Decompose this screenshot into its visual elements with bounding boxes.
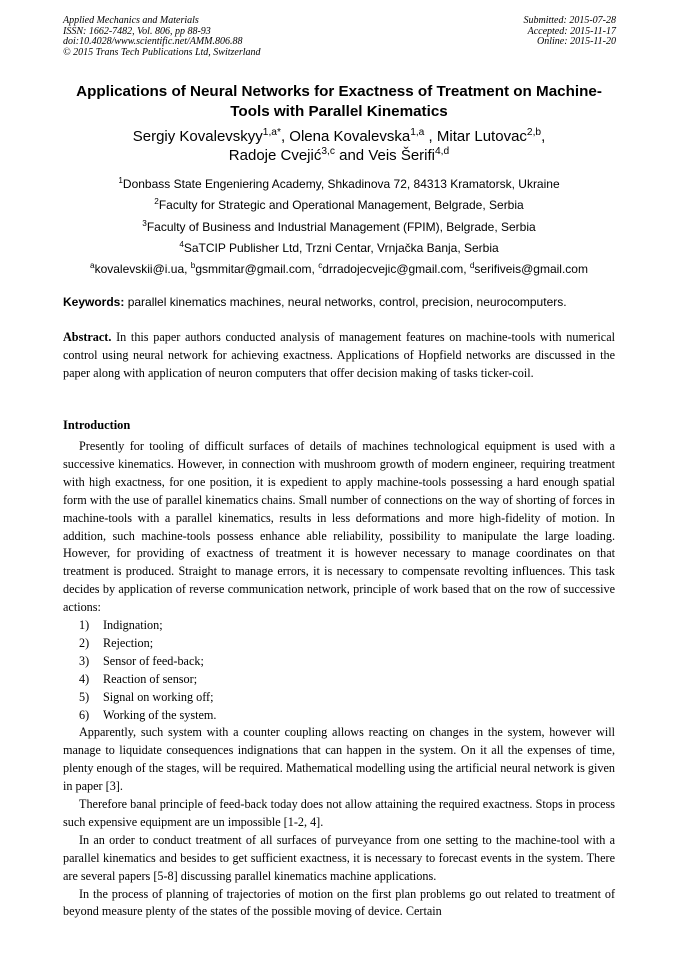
list-item	[63, 707, 615, 725]
affiliation-text: Faculty for Strategic and Operational Management, Belgrade, Serbia	[158, 198, 524, 213]
affiliation	[63, 175, 615, 196]
list-text: Signal on working off;	[103, 689, 214, 704]
email-address[interactable]: kovalevskii@i.ua	[94, 262, 185, 277]
journal-doi: doi:10.4028/www.scientific.net/AMM.806.88	[63, 36, 243, 47]
author-name: Olena Kovalevska	[289, 128, 411, 145]
list-text: Reaction of sensor;	[103, 671, 198, 686]
list-text: Rejection;	[103, 635, 154, 650]
list-item	[63, 617, 615, 635]
list-item	[63, 653, 615, 671]
author-name: Mitar Lutovac	[436, 128, 527, 145]
author-name: Sergiy Kovalevskyy	[132, 128, 263, 145]
author-affil-mark: 4,d	[435, 145, 450, 157]
author-affil-mark: 2,b	[526, 127, 542, 138]
affiliation-mark: 3	[142, 218, 147, 228]
introduction-body	[63, 438, 615, 921]
email-mark: d	[469, 261, 475, 271]
keywords-label: Keywords:	[63, 295, 125, 309]
submitted-date: Submitted: 2015-07-28	[523, 15, 616, 26]
email-line: $^a$kovalevskii@i.ua, $^b$gsmmitar@gmail.com, $^c$drradojecvejic@gmail.com, $^d$serifiveis@gmail.com	[90, 261, 588, 277]
authors-line-1: Sergiy Kovalevskyy$^{1,a*}$, Olena Kovalevska$^{1,a}$ , Mitar Lutovac$^{2,b}$,	[132, 127, 546, 145]
action-list	[63, 617, 615, 724]
email-address[interactable]: drradojecvejic@gmail.com	[322, 262, 464, 277]
list-text: Working of the system.	[103, 707, 217, 722]
list-number: 6)	[79, 707, 90, 722]
affiliation-mark: 4	[179, 239, 184, 249]
paragraph: Therefore banal principle of feed-back today does not allow attaining the required exactness. Stops in process such expensive equipment are un impossible [1-2, 4].	[63, 797, 615, 829]
affiliation-mark: 2	[154, 197, 159, 207]
author-affil-mark: 3,c	[321, 145, 335, 157]
affiliation	[63, 239, 615, 260]
online-date: Online: 2015-11-20	[537, 36, 616, 47]
keywords-text: parallel kinematics machines, neural networks, control, precision, neurocomputers.	[127, 295, 567, 309]
section-heading: Introduction	[63, 418, 131, 432]
list-text: Indignation;	[103, 618, 163, 633]
list-item	[63, 635, 615, 653]
paragraph: In the process of planning of trajectories of motion on the first plan problems go out related to treatment of beyond measure plenty of the states of the possible moving of device. Certain	[63, 886, 615, 919]
paragraph: Apparently, such system with a counter coupling allows reacting on changes in the system, however will manage to liquidate consequences indignations that can happen in the system. On it all the expenses of time, plenty enough of the stages, will be required. Mathematical modelling using the artificial neural network is given in paper [3].	[63, 725, 615, 794]
accepted-date: Accepted: 2015-11-17	[527, 25, 616, 37]
author-affil-mark: 1,a*	[262, 127, 281, 138]
journal-copyright: © 2015 Trans Tech Publications Ltd, Switzerland	[63, 46, 261, 58]
authors-line-2: Radoje Cvejić$^{3,c}$ and Veis Šerifi$^{4,d}$	[228, 145, 450, 164]
affiliation	[63, 218, 615, 239]
email-mark: a	[90, 261, 95, 271]
abstract	[63, 329, 615, 383]
paragraph: In an order to conduct treatment of all surfaces of purveyance from one setting to the machine-tool with a parallel kinematics and besides to get sufficient exactness, it is necessary to forecast events in the system. There are several papers [5-8] discussing parallel kinematics machine applications.	[63, 832, 615, 883]
keywords	[63, 294, 615, 310]
list-number: 3)	[79, 653, 90, 668]
author-list	[63, 128, 615, 165]
journal-name: Applied Mechanics and Materials	[63, 15, 199, 26]
author-name: Veis Šerifi	[368, 146, 436, 164]
email-mark: b	[190, 261, 196, 271]
abstract-text: In this paper authors conducted analysis of management features on machine-tools with numerical control using neural network for achieving exactness. Applications of Hopfield networks are discussed in the paper along with application of neuron computers that offer decision making of tasks ticker-coil.	[63, 330, 615, 380]
affiliation-mark: 1	[118, 176, 123, 185]
affiliation-text: Donbass State Engeniering Academy, Shkadinova 72, 84313 Kramatorsk, Ukraine	[122, 177, 560, 191]
abstract-label: Abstract.	[63, 330, 112, 344]
author-name: Radoje Cvejić	[228, 146, 322, 164]
email-mark: c	[318, 261, 323, 271]
list-number: 4)	[79, 671, 90, 686]
list-text: Sensor of feed-back;	[103, 653, 204, 668]
affiliation	[63, 196, 615, 217]
paper-title: Applications of Neural Networks for Exactness of Treatment on Machine-Tools with Parallel Kinematics	[76, 83, 602, 120]
affiliation-text: SaTCIP Publisher Ltd, Trzni Centar, Vrnjačka Banja, Serbia	[183, 240, 499, 255]
submission-dates	[524, 16, 617, 48]
journal-info	[63, 16, 261, 58]
list-number: 1)	[79, 618, 90, 633]
paragraph: Presently for tooling of difficult surfaces of details of machines technological equipment is used with a successive kinematics. However, in connection with mushroom growth of modern engineer, requiring treatment with high exactness, for one position, it is expedient to apply machine-tools possessing a hard enough spatial form with the use of parallel kinematics chains. Small number of connections on the way of shorting of forces in machine-tools with a parallel kinematics, results in less deformations and more high-fidelity of motion. In addition, such machine-tools possess enhance able reliability, possibility to manipulate the large loading. However, for providing of exactness of treatment it is however necessary to manage coordinates on that treatment is produced. Straight to manage errors, it is necessary to compensate revolting influences. This task decides by application of reverse communication network, principle of work based that on the row of successive actions:	[63, 439, 615, 615]
list-number: 2)	[79, 635, 90, 650]
list-item	[63, 671, 615, 689]
affiliation-list	[63, 175, 615, 281]
list-item	[63, 689, 615, 707]
affiliation-text: Faculty of Business and Industrial Management (FPIM), Belgrade, Serbia	[146, 219, 536, 234]
email-address[interactable]: serifiveis@gmail.com	[474, 262, 588, 277]
list-number: 5)	[79, 689, 90, 704]
author-affil-mark: 1,a	[410, 127, 425, 138]
email-address[interactable]: gsmmitar@gmail.com	[195, 262, 312, 277]
journal-issn: ISSN: 1662-7482, Vol. 806, pp 88-93	[63, 25, 211, 37]
